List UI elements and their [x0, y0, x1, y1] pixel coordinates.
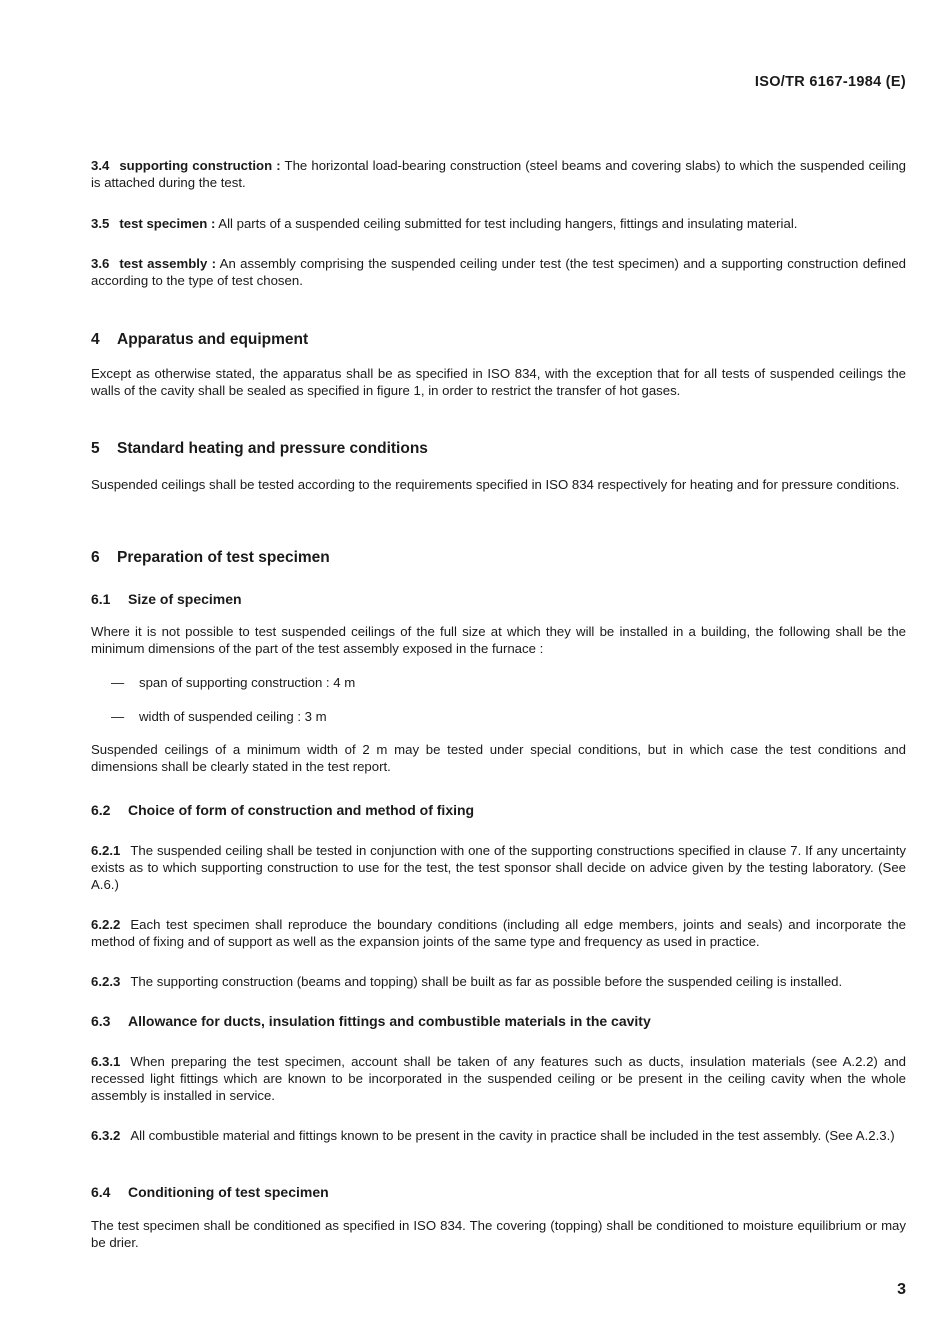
- section-number: 4: [91, 331, 100, 348]
- subsection-6-4-heading: [91, 1183, 329, 1201]
- section-6-heading: [91, 548, 330, 568]
- page-number: 3: [897, 1281, 906, 1298]
- subsection-6-3-heading: [91, 1012, 651, 1030]
- section-number: 5: [91, 440, 100, 457]
- section-number: 6: [91, 549, 100, 566]
- document-id: ISO/TR 6167-1984 (E): [754, 74, 906, 90]
- clause-number: 6.3.2: [91, 1128, 121, 1143]
- list-item: [111, 674, 891, 691]
- definition-3-6: [91, 255, 906, 289]
- subsection-title: Allowance for ducts, insulation fittings and combustible materials in the cavity: [128, 1013, 651, 1029]
- definition-text: An assembly comprising the suspended ceiling under test (the test specimen) and a supporting construction defined according to the type of test chosen.: [91, 256, 906, 288]
- subsection-6-4-text: The test specimen shall be conditioned as specified in ISO 834. The covering (topping) shall be conditioned to moisture equilibrium or may be drier.: [91, 1218, 906, 1250]
- definition-text: The horizontal load-bearing construction (steel beams and covering slabs) to which the suspended ceiling is attached during the test.: [91, 158, 906, 190]
- clause-number: 3.6: [91, 256, 110, 271]
- subsection-title: Size of specimen: [128, 591, 242, 607]
- clause-number: 6.3.1: [91, 1054, 121, 1069]
- clause-number: 6.2.3: [91, 974, 121, 989]
- clause-6-3-2: [91, 1127, 906, 1144]
- clause-6-2-3: [91, 973, 906, 990]
- subsection-6-1-outro: Suspended ceilings of a minimum width of 2 m may be tested under special conditions, but in which case the test conditions and dimensions shall be clearly stated in the test report.: [91, 742, 906, 774]
- subsection-6-1-intro: Where it is not possible to test suspended ceilings of the full size at which they will be installed in a building, the following shall be the minimum dimensions of the part of the test assembly exposed in the furnace :: [91, 624, 906, 656]
- definition-3-4: [91, 157, 906, 191]
- dash-bullet: —: [111, 709, 125, 724]
- clause-6-2-1: [91, 842, 906, 893]
- term: test specimen :: [119, 216, 216, 231]
- clause-text: When preparing the test specimen, account shall be taken of any features such as ducts, insulation materials (see A.2.2) and recessed light fittings which are known to be incorporated in the suspended ceiling or be present in the ceiling cavity when the whole assembly is installed in service.: [91, 1054, 906, 1103]
- section-title: Standard heating and pressure conditions: [117, 440, 428, 457]
- subsection-number: 6.3: [91, 1013, 111, 1029]
- clause-6-3-1: [91, 1053, 906, 1104]
- subsection-number: 6.4: [91, 1184, 111, 1200]
- list-item: [111, 708, 891, 725]
- section-title: Apparatus and equipment: [117, 331, 309, 348]
- clause-number: 6.2.1: [91, 843, 121, 858]
- clause-text: Each test specimen shall reproduce the boundary conditions (including all edge members, joints and seals) and incorporate the method of fixing and of support as well as the expansion joints of the same type and frequency as used in practice.: [91, 917, 906, 949]
- term: test assembly :: [119, 256, 217, 271]
- clause-6-2-2: [91, 916, 906, 950]
- list-item-text: width of suspended ceiling : 3 m: [139, 709, 327, 724]
- clause-text: All combustible material and fittings known to be present in the cavity in practice shall be included in the test assembly. (See A.2.3.): [130, 1128, 895, 1143]
- list-item-text: span of supporting construction : 4 m: [139, 675, 356, 690]
- subsection-number: 6.2: [91, 802, 111, 818]
- subsection-6-1-heading: [91, 590, 242, 608]
- definition-3-5: [91, 215, 906, 232]
- clause-number: 3.5: [91, 216, 110, 231]
- subsection-title: Choice of form of construction and method of fixing: [128, 802, 475, 818]
- section-5-heading: [91, 439, 428, 459]
- subsection-number: 6.1: [91, 591, 111, 607]
- clause-number: 3.4: [91, 158, 110, 173]
- section-4-heading: [91, 330, 308, 350]
- section-4-text: Except as otherwise stated, the apparatus shall be as specified in ISO 834, with the exception that for all tests of suspended ceilings the walls of the cavity shall be sealed as specified in figure 1, in order to restrict the transfer of hot gases.: [91, 366, 906, 398]
- clause-text: The supporting construction (beams and topping) shall be built as far as possible before the suspended ceiling is installed.: [130, 974, 843, 989]
- term: supporting construction :: [119, 158, 281, 173]
- subsection-title: Conditioning of test specimen: [128, 1184, 329, 1200]
- section-5-text: Suspended ceilings shall be tested according to the requirements specified in ISO 834 respectively for heating and for pressure conditions.: [91, 477, 900, 492]
- dash-bullet: —: [111, 675, 125, 690]
- section-title: Preparation of test specimen: [117, 549, 330, 566]
- subsection-6-2-heading: [91, 801, 474, 819]
- definition-text: All parts of a suspended ceiling submitted for test including hangers, fittings and insulating material.: [218, 216, 798, 231]
- clause-number: 6.2.2: [91, 917, 121, 932]
- clause-text: The suspended ceiling shall be tested in conjunction with one of the supporting constructions specified in clause 7. If any uncertainty exists as to which supporting construction to use for the test, the test sponsor shall decide on advice given by the testing laboratory. (See A.6.): [91, 843, 906, 892]
